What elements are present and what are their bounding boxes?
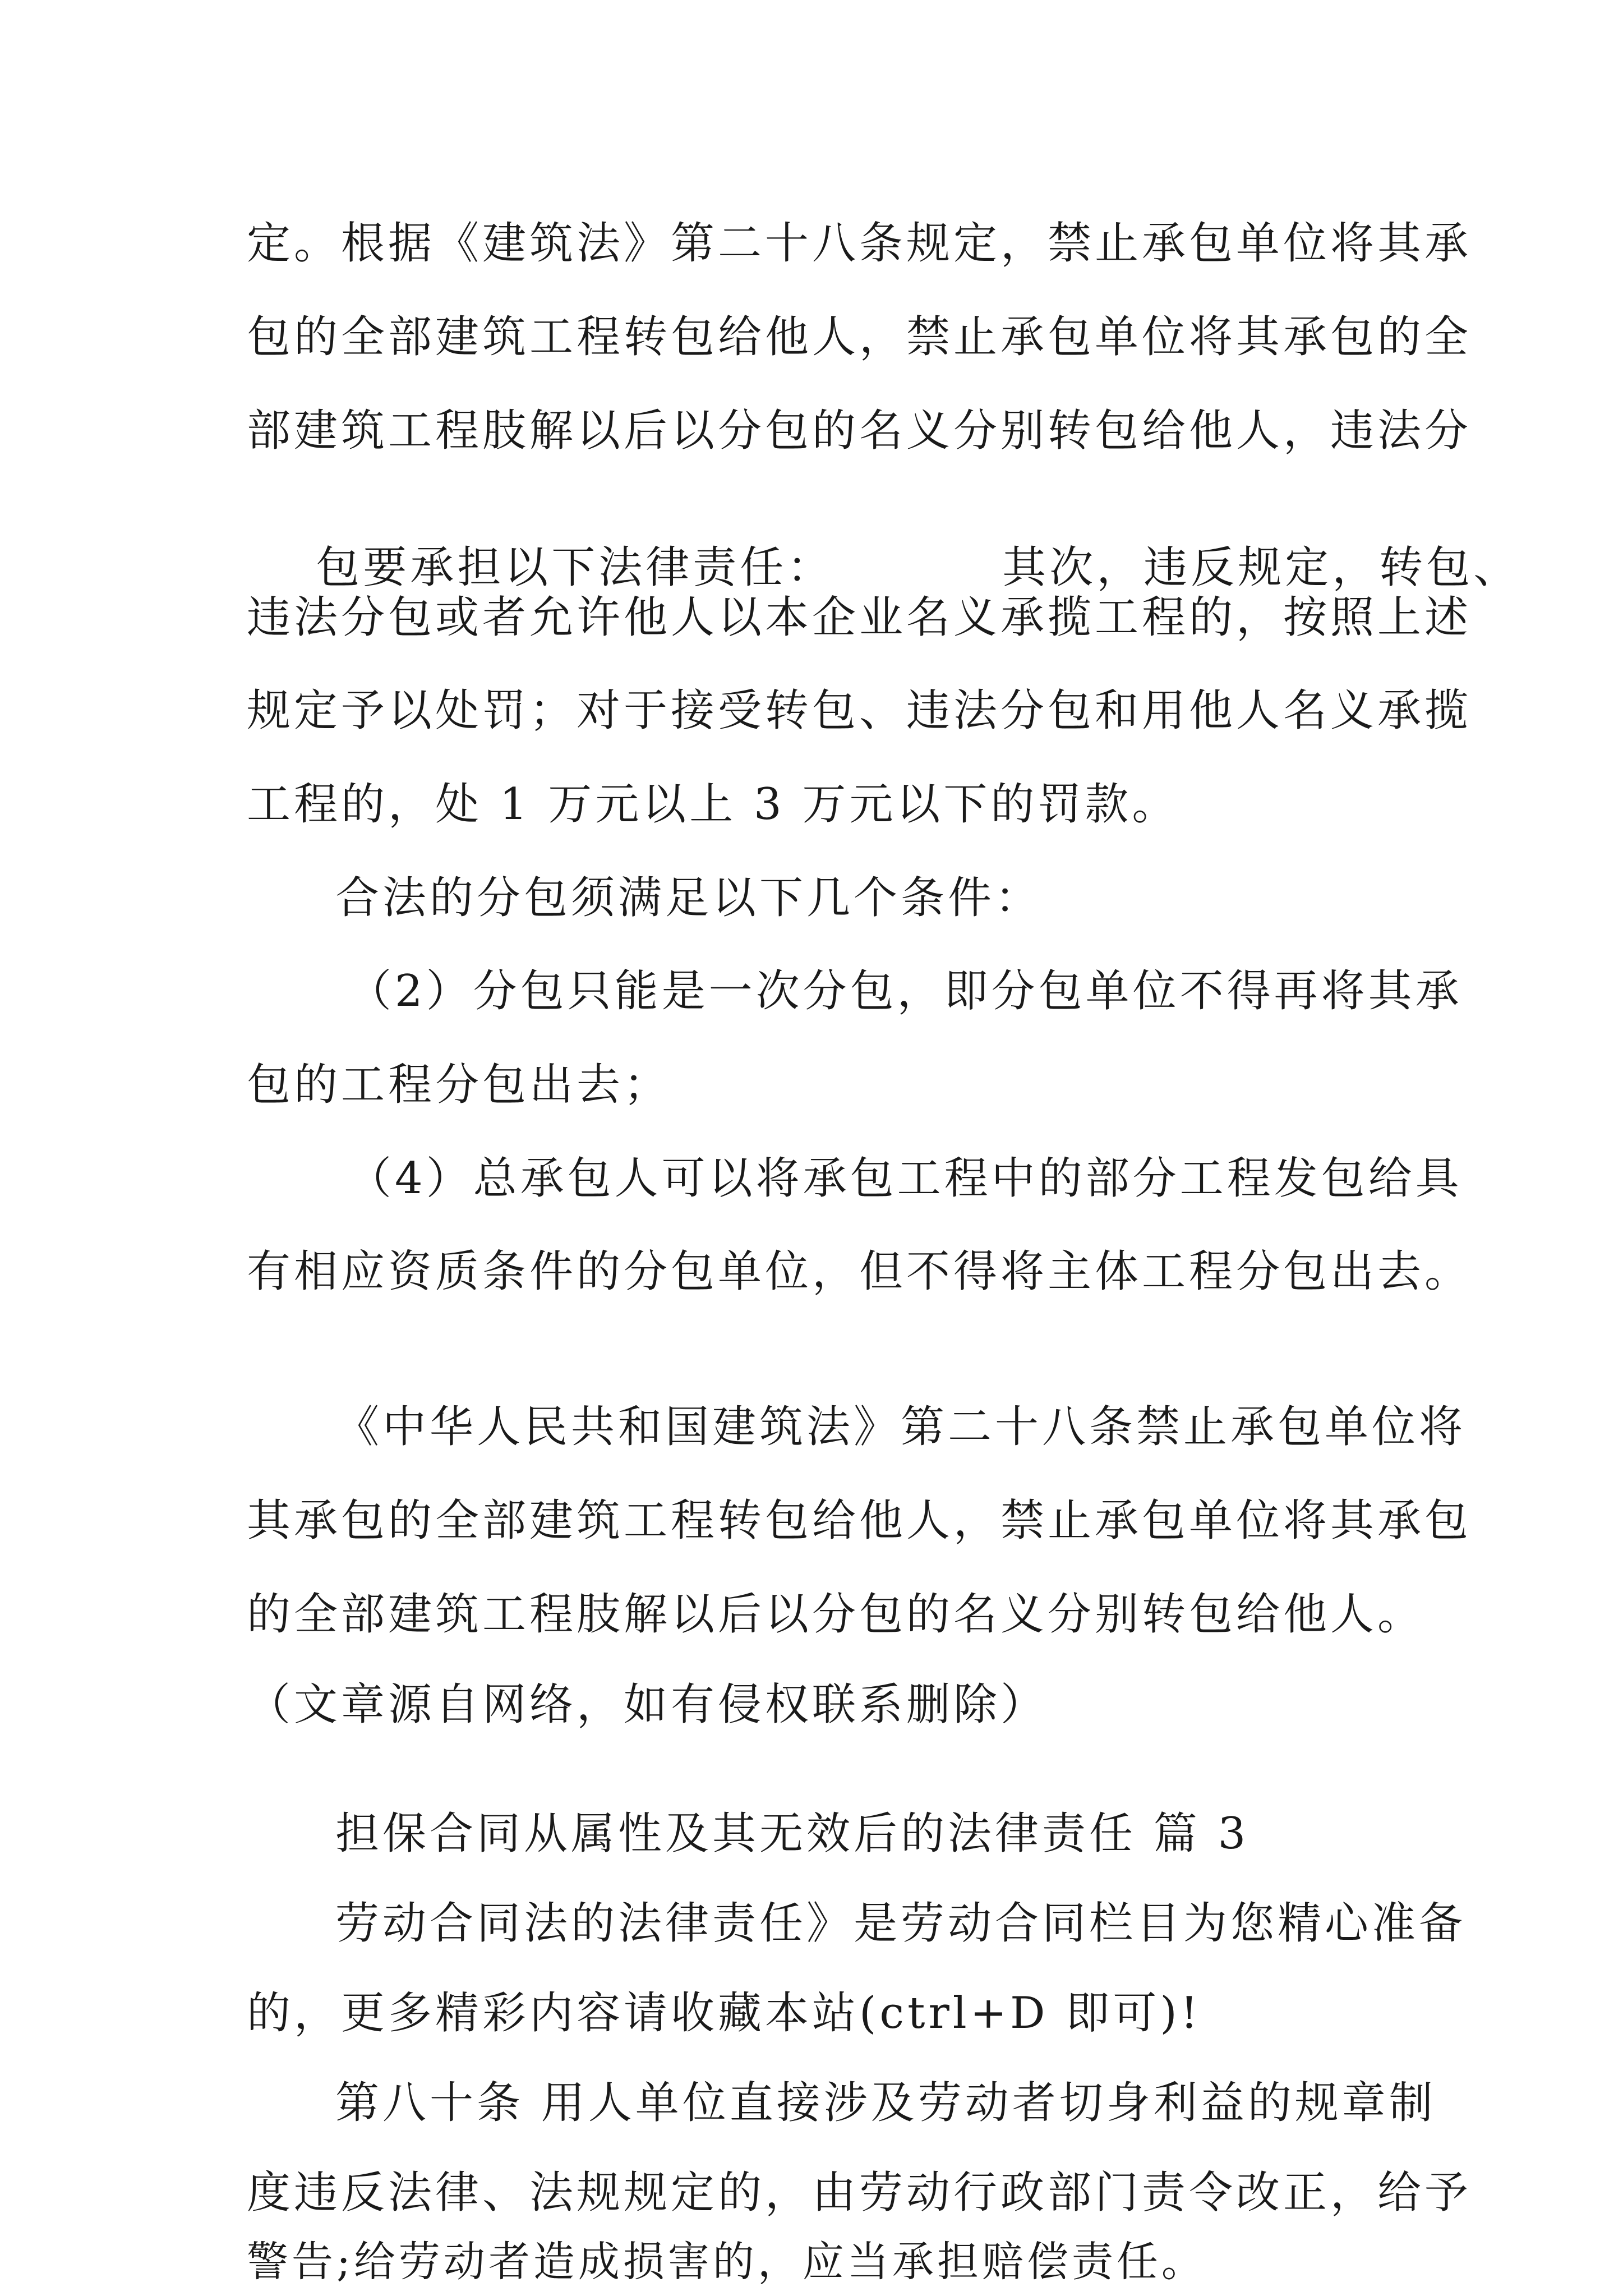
text-line: 的全部建筑工程肢解以后以分包的名义分别转包给他人。 xyxy=(247,1589,1425,1640)
text-line: 警告;给劳动者造成损害的，应当承担赔偿责任。 xyxy=(247,2238,1206,2286)
list-item: （2）分包只能是一次分包，即分包单位不得再将其承 xyxy=(348,966,1463,1016)
text-line: 违法分包或者允许他人以本企业名义承揽工程的，按照上述 xyxy=(247,592,1472,643)
text-line: 工程的，处 1 万元以上 3 万元以下的罚款。 xyxy=(247,779,1179,830)
text-line: 劳动合同法的法律责任》是劳动合同栏目为您精心准备 xyxy=(335,1898,1467,1949)
text-segment: 其次，违反规定，转包、 xyxy=(1002,542,1521,593)
text-line: 第八十条 用人单位直接涉及劳动者切身利益的规章制 xyxy=(335,2078,1436,2128)
text-line: 的，更多精彩内容请收藏本站(ctrl+D 即可)! xyxy=(247,1988,1202,2039)
section-heading: 担保合同从属性及其无效后的法律责任 篇 3 xyxy=(335,1809,1249,1859)
list-item: （4）总承包人可以将承包工程中的部分工程发包给具 xyxy=(348,1153,1463,1204)
text-line: 有相应资质条件的分包单位，但不得将主体工程分包出去。 xyxy=(247,1246,1472,1297)
text-segment: 包要承担以下法律责任： xyxy=(316,542,834,593)
text-line: 包的工程分包出去； xyxy=(247,1060,671,1110)
text-line: 定。根据《建筑法》第二十八条规定，禁止承包单位将其承 xyxy=(247,218,1472,269)
text-line: 《中华人民共和国建筑法》第二十八条禁止承包单位将 xyxy=(335,1402,1467,1452)
text-line: 规定予以处罚；对于接受转包、违法分包和用他人名义承揽 xyxy=(247,685,1472,736)
paragraph-heading: 合法的分包须满足以下几个条件： xyxy=(335,873,1043,923)
text-line: 包的全部建筑工程转包给他人，禁止承包单位将其承包的全 xyxy=(247,312,1472,362)
text-line: 度违反法律、法规规定的，由劳动行政部门责令改正，给予 xyxy=(247,2168,1472,2218)
source-note: （文章源自网络，如有侵权联系删除） xyxy=(247,1680,1048,1730)
text-line: 其承包的全部建筑工程转包给他人，禁止承包单位将其承包 xyxy=(247,1496,1472,1546)
text-line: 部建筑工程肢解以后以分包的名义分别转包给他人，违法分 xyxy=(247,406,1472,456)
